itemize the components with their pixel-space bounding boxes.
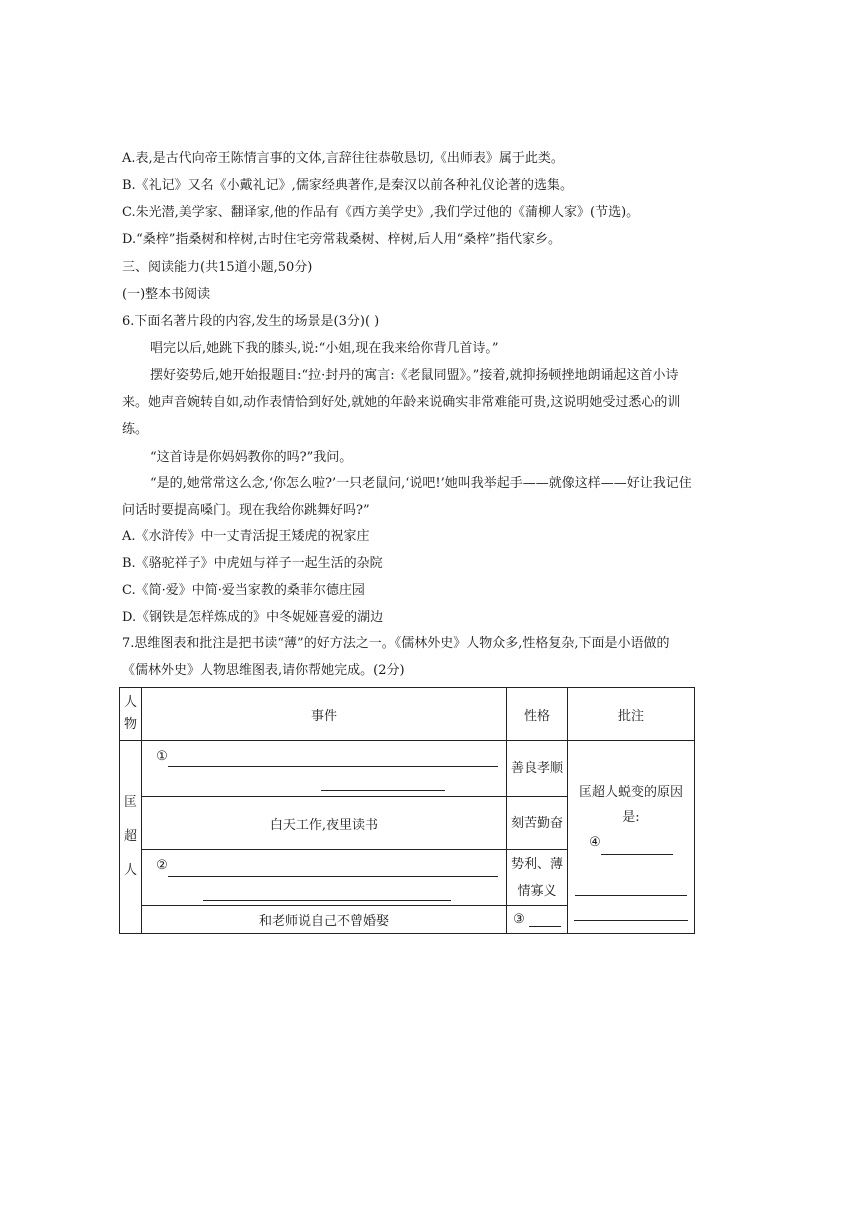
option-b-prev: B.《礼记》又名《小戴礼记》,儒家经典著作,是秦汉以前各种礼仪论著的选集。 bbox=[122, 178, 573, 193]
answer-blank-3[interactable] bbox=[529, 912, 561, 927]
event-row-1[interactable] bbox=[142, 741, 507, 797]
q6-passage-p4: “是的,她常常这么念,‘你怎么啦?’一只老鼠问,‘说吧!’她叫我举起手——就像这样——好让我记住问话时要提高嗓门。现在我给你跳舞好吗?” bbox=[122, 476, 692, 518]
answer-blank-1b[interactable] bbox=[321, 776, 445, 791]
q6-option-b: B.《骆驼祥子》中虎妞与祥子一起生活的杂院 bbox=[122, 556, 383, 571]
trait-row-2: 刻苦勤奋 bbox=[507, 797, 568, 850]
section-title: 三、阅读能力(共15道小题,50分) bbox=[122, 260, 313, 275]
option-a-prev: A.表,是古代向帝王陈情言事的文体,言辞往往恭敬恳切,《出师表》属于此类。 bbox=[122, 151, 564, 166]
answer-blank-2b[interactable] bbox=[203, 886, 451, 901]
trait-row-1: 善良孝顺 bbox=[507, 741, 568, 797]
blank-marker-1: ① bbox=[156, 748, 168, 764]
subsection-title: (一)整本书阅读 bbox=[122, 287, 211, 302]
answer-blank-1[interactable] bbox=[168, 752, 498, 767]
header-event: 事件 bbox=[142, 688, 507, 741]
q6-option-c: C.《简·爱》中简·爱当家教的桑菲尔德庄园 bbox=[122, 583, 365, 598]
q6-stem: 6.下面名著片段的内容,发生的场景是(3分)( ) bbox=[122, 314, 380, 329]
q7-stem: 7.思维图表和批注是把书读“薄”的好方法之一。《儒林外史》人物众多,性格复杂,下面是小语做的《儒林外史》人物思维图表,请你帮她完成。(2分) bbox=[122, 636, 670, 678]
event-row-2: 白天工作,夜里读书 bbox=[142, 797, 507, 850]
header-person: 人物 bbox=[120, 688, 142, 741]
option-c-prev: C.朱光潜,美学家、翻译家,他的作品有《西方美学史》,我们学过他的《蒲柳人家》(节选)。 bbox=[122, 205, 640, 220]
note-marker: ④ bbox=[589, 834, 601, 850]
answer-blank-2[interactable] bbox=[168, 862, 498, 877]
q6-passage-p1: 唱完以后,她跳下我的膝头,说:“小姐,现在我来给你背几首诗。” bbox=[150, 341, 499, 356]
event-row-4: 和老师说自己不曾婚娶 bbox=[142, 906, 507, 934]
trait-row-4[interactable] bbox=[507, 906, 568, 934]
header-note: 批注 bbox=[568, 688, 695, 741]
mind-map-table bbox=[119, 687, 695, 934]
answer-blank-4[interactable] bbox=[601, 840, 673, 855]
event-row-3[interactable] bbox=[142, 850, 507, 906]
header-trait: 性格 bbox=[507, 688, 568, 741]
answer-blank-4b[interactable] bbox=[575, 881, 687, 896]
blank-marker-3: ③ bbox=[513, 912, 525, 927]
q6-option-d: D.《钢铁是怎样炼成的》中冬妮娅喜爱的湖边 bbox=[122, 610, 384, 625]
q6-passage-p2: 摆好姿势后,她开始报题目:“拉·封丹的寓言:《老鼠同盟》。”接着,就抑扬顿挫地朗诵起这首小诗来。她声音婉转自如,动作表情恰到好处,就她的年龄来说确实非常难能可贵,这说明她受过悉心的训练。 bbox=[122, 368, 681, 437]
note-cell bbox=[568, 741, 695, 934]
note-text: 匡超人蜕变的原因是: bbox=[578, 784, 683, 825]
q6-option-a: A.《水浒传》中一丈青活捉王矮虎的祝家庄 bbox=[122, 529, 370, 544]
person-cell: 匡超人 bbox=[120, 741, 142, 934]
answer-blank-4c[interactable] bbox=[574, 906, 688, 921]
trait-row-3: 势利、薄情寡义 bbox=[507, 850, 568, 906]
option-d-prev: D.“桑梓”指桑树和梓树,古时住宅旁常栽桑树、梓树,后人用“桑梓”指代家乡。 bbox=[122, 232, 561, 247]
blank-marker-2: ② bbox=[156, 857, 168, 873]
q6-passage-p3: “这首诗是你妈妈教你的吗?”我问。 bbox=[150, 450, 353, 465]
